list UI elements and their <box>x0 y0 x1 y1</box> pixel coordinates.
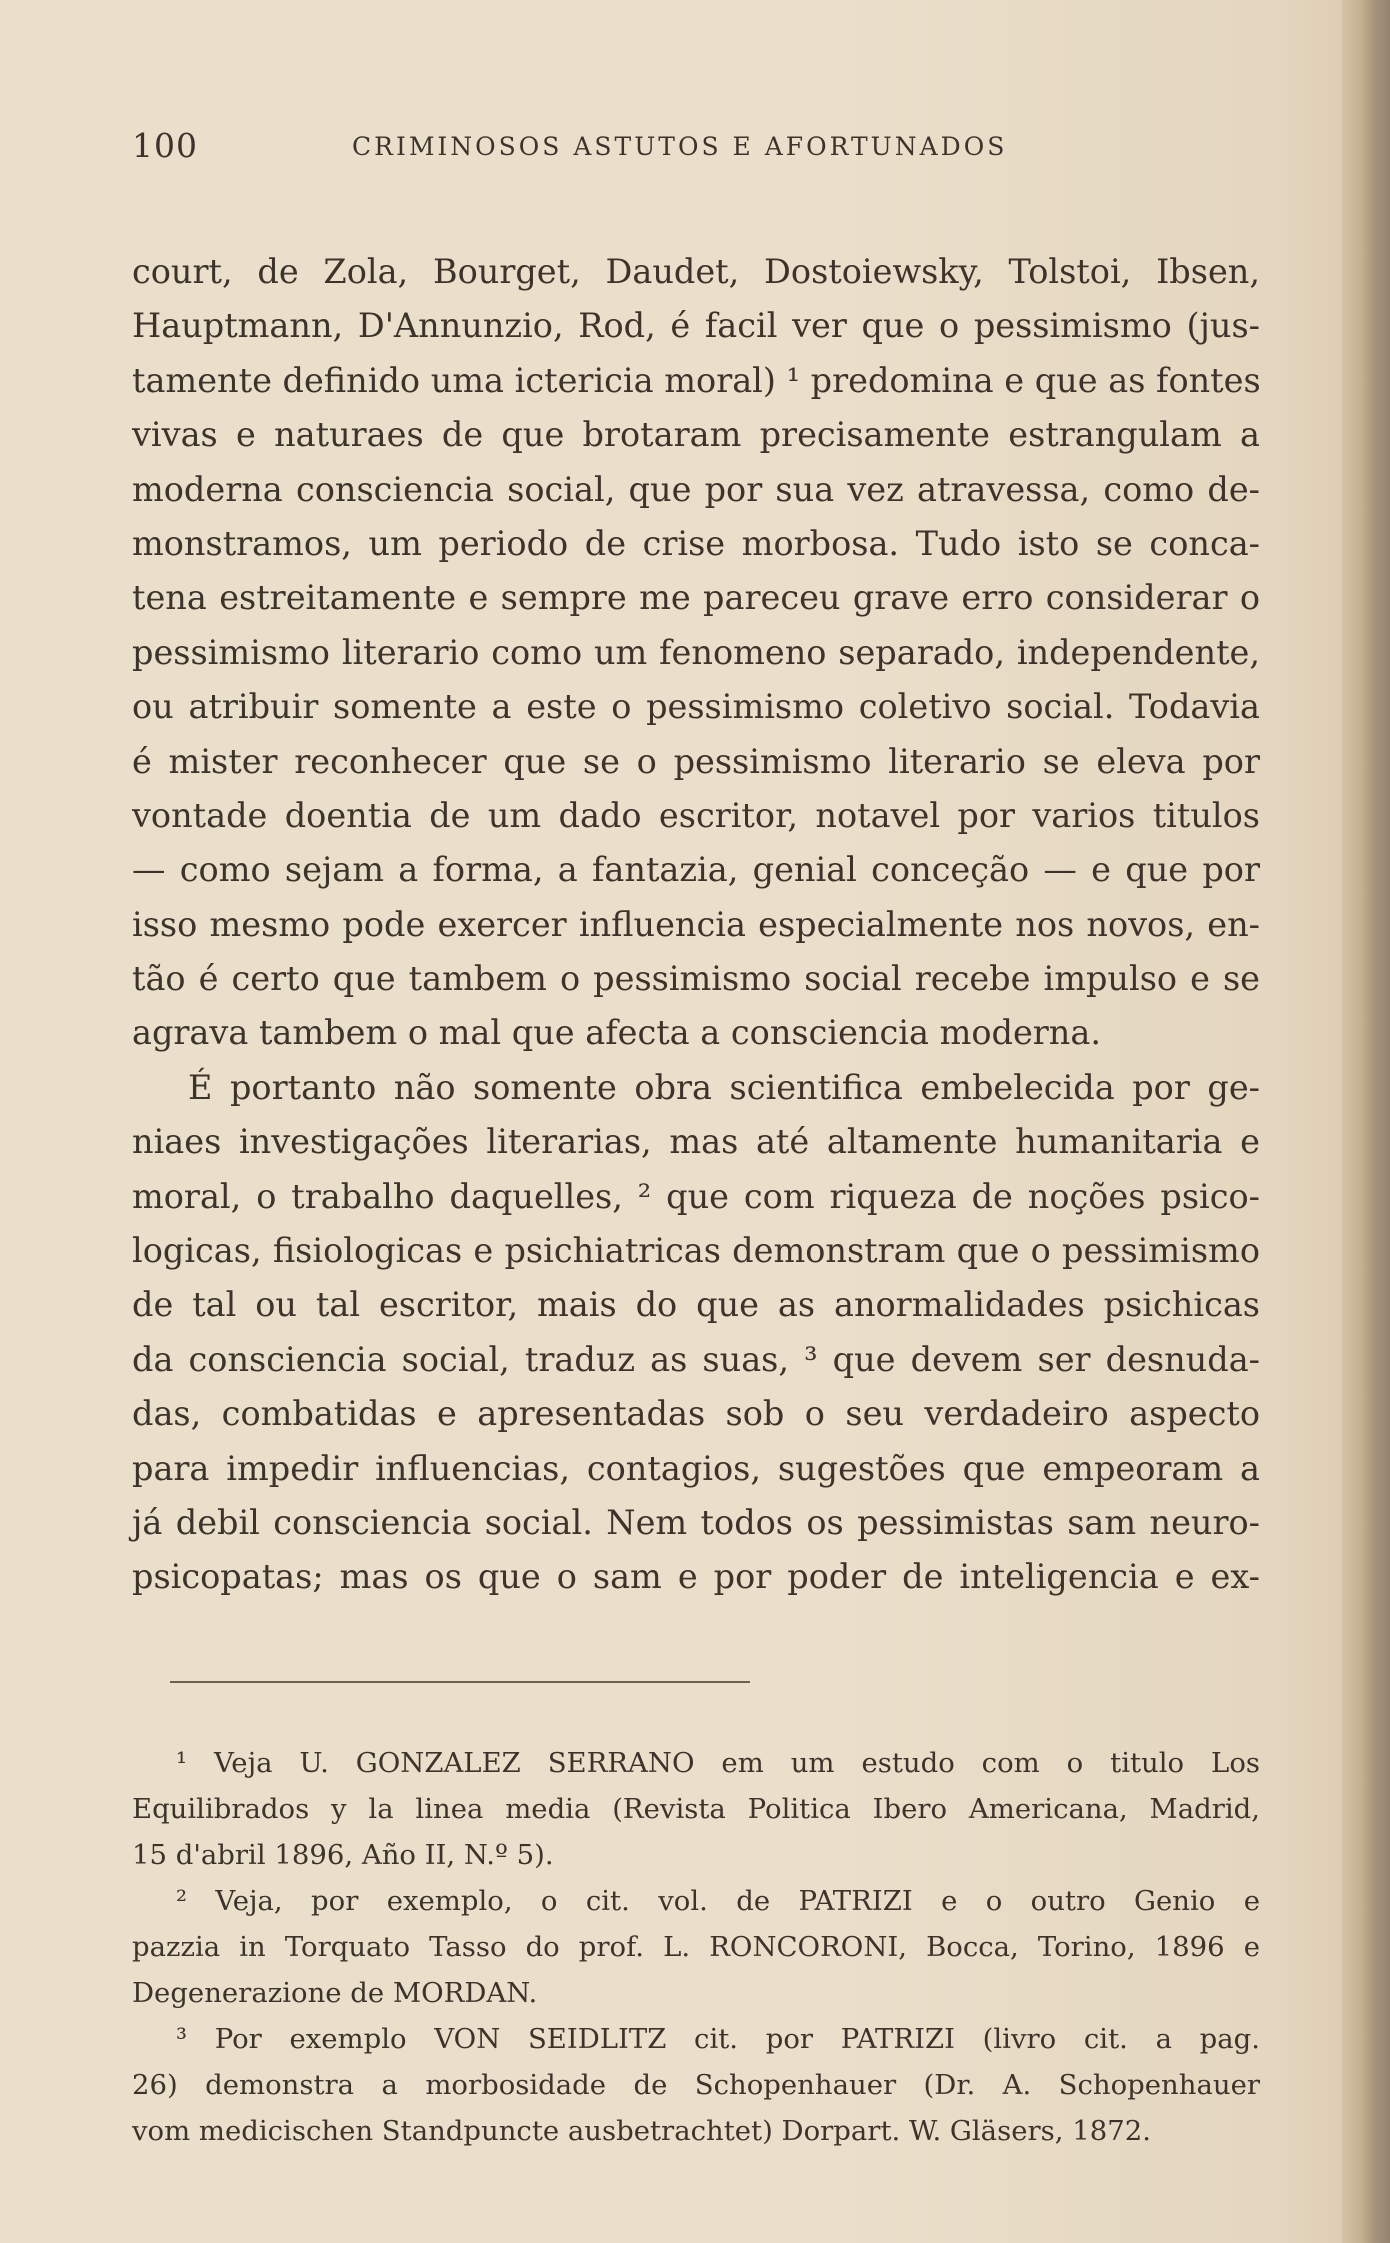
footnote-line: Degenerazione de MORDAN. <box>132 1977 538 2009</box>
body-line: moral, o trabalho daquelles, ² que com riqueza de noções psico- <box>132 1176 1260 1216</box>
body-line: para impedir influencias, contagios, sugestões que empeoram a <box>132 1448 1260 1488</box>
body-line: vontade doentia de um dado escritor, notavel por varios titulos <box>132 795 1260 835</box>
body-line: tão é certo que tambem o pessimismo social recebe impulso e se <box>132 959 1260 999</box>
footnotes <box>132 1740 1260 2154</box>
footnote-line: vom medicischen Standpuncte ausbetrachtet) Dorpart. W. Gläsers, 1872. <box>132 2115 1151 2147</box>
body-line: Hauptmann, D'Annunzio, Rod, é facil ver que o pessimismo (jus- <box>132 306 1260 346</box>
body-line: tena estreitamente e sempre me pareceu grave erro considerar o <box>132 578 1260 618</box>
body-line: moderna consciencia social, que por sua vez atravessa, como de- <box>132 469 1260 509</box>
page-binding-edge <box>1342 0 1390 2243</box>
body-line: ou atribuir somente a este o pessimismo coletivo social. Todavia <box>132 687 1260 727</box>
body-line: já debil consciencia social. Nem todos os pessimistas sam neuro- <box>132 1502 1260 1542</box>
footnote-divider <box>170 1681 750 1683</box>
footnote-line: 15 d'abril 1896, Año II, N.º 5). <box>132 1839 554 1871</box>
page-header <box>132 126 1252 166</box>
body-line: da consciencia social, traduz as suas, ³ que devem ser desnuda- <box>132 1339 1260 1379</box>
body-line: É portanto não somente obra scientifica embelecida por ge- <box>188 1067 1260 1107</box>
body-line: court, de Zola, Bourget, Daudet, Dostoiewsky, Tolstoi, Ibsen, <box>132 252 1260 291</box>
body-line: das, combatidas e apresentadas sob o seu verdadeiro aspecto <box>132 1394 1260 1434</box>
running-title: CRIMINOSOS ASTUTOS E AFORTUNADOS <box>352 132 1008 161</box>
page-number: 100 <box>132 126 198 165</box>
footnote-line: ¹ Veja U. GONZALEZ SERRANO em um estudo com o titulo Los <box>176 1747 1260 1779</box>
footnote-line: pazzia in Torquato Tasso do prof. L. RONCORONI, Bocca, Torino, 1896 e <box>132 1931 1260 1963</box>
body-line: — como sejam a forma, a fantazia, genial conceção — e que por <box>132 850 1260 890</box>
body-line: de tal ou tal escritor, mais do que as anormalidades psichicas <box>132 1285 1260 1325</box>
footnote-line: Equilibrados y la linea media (Revista Politica Ibero Americana, Madrid, <box>132 1793 1260 1825</box>
body-line: monstramos, um periodo de crise morbosa. Tudo isto se conca- <box>132 523 1260 563</box>
body-line: isso mesmo pode exercer influencia especialmente nos novos, en- <box>132 904 1260 944</box>
body-line: pessimismo literario como um fenomeno separado, independente, <box>132 632 1260 672</box>
body-line: niaes investigações literarias, mas até altamente humanitaria e <box>132 1122 1260 1162</box>
body-line: agrava tambem o mal que afecta a consciencia moderna. <box>132 1013 1101 1053</box>
footnote-line: ³ Por exemplo VON SEIDLITZ cit. por PATRIZI (livro cit. a pag. <box>176 2023 1260 2055</box>
footnote-line: 26) demonstra a morbosidade de Schopenhauer (Dr. A. Schopenhauer <box>132 2069 1260 2101</box>
body-text <box>132 245 1260 1605</box>
body-line: vivas e naturaes de que brotaram precisamente estrangulam a <box>132 415 1260 455</box>
body-line: tamente definido uma ictericia moral) ¹ predomina e que as fontes <box>132 360 1261 400</box>
body-line: psicopatas; mas os que o sam e por poder de inteligencia e ex- <box>132 1557 1260 1597</box>
footnote-line: ² Veja, por exemplo, o cit. vol. de PATRIZI e o outro Genio e <box>176 1885 1260 1917</box>
body-line: é mister reconhecer que se o pessimismo literario se eleva por <box>132 741 1260 781</box>
body-line: logicas, fisiologicas e psichiatricas demonstram que o pessimismo <box>132 1231 1260 1271</box>
